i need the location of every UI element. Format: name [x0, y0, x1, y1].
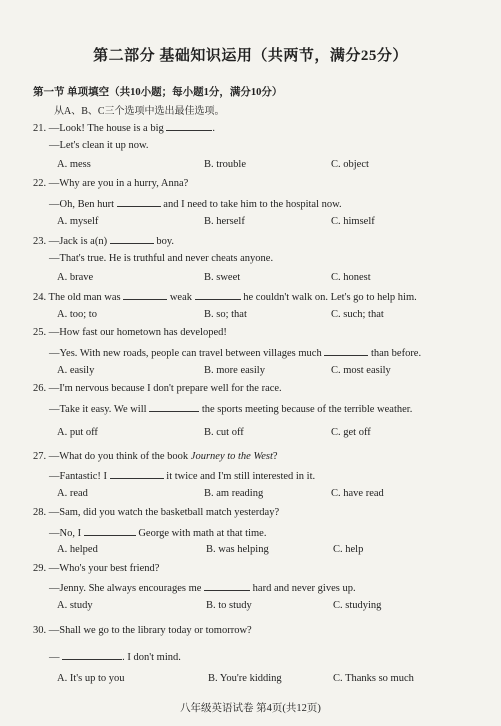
q28-stem: 28. —Sam, did you watch the basketball match yesterday?	[33, 507, 280, 518]
q23-stem: 23. —Jack is a(n) boy.	[33, 236, 175, 247]
q25-option-b: B. more easily	[204, 365, 265, 376]
answer-blank	[62, 650, 122, 660]
q29-option-a: A. study	[57, 600, 93, 611]
q24-option-b: B. so; that	[204, 309, 247, 320]
answer-blank	[110, 234, 154, 244]
answer-blank	[324, 346, 368, 356]
q22-reply: —Oh, Ben hurt and I need to take him to the hospital now.	[49, 199, 342, 210]
q24-option-a: A. too; to	[57, 309, 97, 320]
q25-stem: 25. —How fast our hometown has developed!	[33, 327, 227, 338]
q27-reply: —Fantastic! I it twice and I'm still interested in it.	[49, 471, 316, 482]
instruction-text: 从A、B、C三个选项中选出最佳选项。	[54, 106, 225, 117]
q27-stem: 27. —What do you think of the book Journey to the West?	[33, 451, 278, 462]
answer-blank	[195, 290, 241, 300]
q23-reply: —That's true. He is truthful and never cheats anyone.	[49, 253, 274, 264]
q23-option-c: C. honest	[331, 272, 371, 283]
q30-option-c: C. Thanks so much	[333, 673, 414, 684]
q26-stem: 26. —I'm nervous because I don't prepare well for the race.	[33, 383, 282, 394]
q29-option-c: C. studying	[333, 600, 382, 611]
part-title: 第二部分 基础知识运用（共两节，满分25分）	[93, 48, 408, 64]
answer-blank	[117, 197, 161, 207]
answer-blank	[84, 526, 136, 536]
q26-reply: —Take it easy. We will the sports meeting because of the terrible weather.	[49, 404, 413, 415]
q26-option-b: B. cut off	[204, 427, 244, 438]
q21-option-a: A. mess	[57, 159, 91, 170]
q23-option-a: A. brave	[57, 272, 94, 283]
q22-option-c: C. himself	[331, 216, 375, 227]
section-heading: 第一节 单项填空（共10小题；每小题1分，满分10分）	[33, 87, 283, 98]
q25-reply: —Yes. With new roads, people can travel between villages much than before.	[49, 348, 422, 359]
q27-option-c: C. have read	[331, 488, 384, 499]
q22-option-b: B. herself	[204, 216, 245, 227]
q28-option-c: C. help	[333, 544, 364, 555]
q23-option-b: B. sweet	[204, 272, 241, 283]
q25-option-a: A. easily	[57, 365, 95, 376]
q27-option-b: B. am reading	[204, 488, 264, 499]
q28-option-a: A. helped	[57, 544, 98, 555]
answer-blank	[123, 290, 167, 300]
q21-stem: 21. —Look! The house is a big .	[33, 123, 215, 134]
answer-blank	[166, 121, 212, 131]
q24-option-c: C. such; that	[331, 309, 384, 320]
q26-option-a: A. put off	[57, 427, 98, 438]
answer-blank	[149, 402, 199, 412]
q30-option-b: B. You're kidding	[208, 673, 282, 684]
q21-option-b: B. trouble	[204, 159, 246, 170]
q30-stem: 30. —Shall we go to the library today or tomorrow?	[33, 625, 252, 636]
q29-reply: —Jenny. She always encourages me hard and never gives up.	[49, 583, 356, 594]
q25-option-c: C. most easily	[331, 365, 391, 376]
q22-stem: 22. —Why are you in a hurry, Anna?	[33, 178, 189, 189]
page-footer: 八年级英语试卷 第4页(共12页)	[180, 703, 321, 714]
q28-option-b: B. was helping	[206, 544, 269, 555]
q28-reply: —No, I George with math at that time.	[49, 528, 267, 539]
q22-option-a: A. myself	[57, 216, 99, 227]
q29-option-b: B. to study	[206, 600, 252, 611]
book-title: Journey to the West	[190, 451, 273, 462]
q27-option-a: A. read	[57, 488, 88, 499]
answer-blank	[204, 581, 250, 591]
answer-blank	[110, 469, 164, 479]
q26-option-c: C. get off	[331, 427, 371, 438]
q29-stem: 29. —Who's your best friend?	[33, 563, 160, 574]
q24-stem: 24. The old man was weak he couldn't walk on. Let's go to help him.	[33, 292, 417, 303]
q21-reply: —Let's clean it up now.	[49, 140, 149, 151]
q21-option-c: C. object	[331, 159, 369, 170]
q30-reply: — . I don't mind.	[49, 652, 181, 663]
q30-option-a: A. It's up to you	[57, 673, 125, 684]
